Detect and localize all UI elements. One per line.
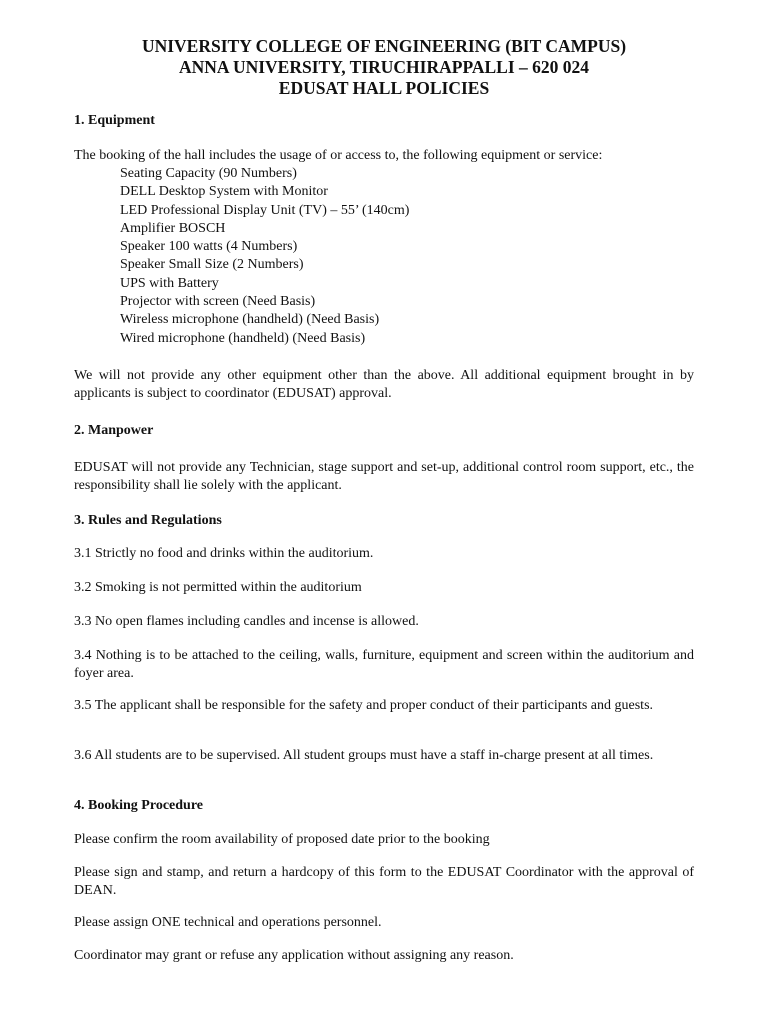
list-item: Speaker Small Size (2 Numbers) (120, 257, 304, 273)
rule-3-5: 3.5 The applicant shall be responsible for the safety and proper conduct of their participants and guests. (74, 698, 654, 713)
list-item: DELL Desktop System with Monitor (120, 184, 328, 200)
rule-3-3: 3.3 No open flames including candles and incense is allowed. (74, 614, 419, 629)
header-university: ANNA UNIVERSITY, TIRUCHIRAPPALLI – 620 024 (178, 57, 590, 77)
rule-3-4: 3.4 Nothing is to be attached to the ceiling, walls, furniture, equipment and screen within the auditorium and foyer area. (74, 648, 694, 681)
booking-step-4: Coordinator may grant or refuse any application without assigning any reason. (74, 948, 514, 963)
list-item: Amplifier BOSCH (120, 220, 226, 236)
list-item: Wireless microphone (handheld) (Need Basis) (120, 312, 380, 328)
booking-step-1: Please confirm the room availability of proposed date prior to the booking (74, 832, 490, 847)
list-item: Projector with screen (Need Basis) (120, 294, 316, 310)
section-heading-booking: 4. Booking Procedure (74, 798, 203, 813)
manpower-text: EDUSAT will not provide any Technician, stage support and set-up, additional control room support, etc., the responsibility shall lie solely with the applicant. (74, 460, 694, 493)
booking-step-2: Please sign and stamp, and return a hardcopy of this form to the EDUSAT Coordinator with the approval of DEAN. (74, 865, 694, 898)
rule-3-2: 3.2 Smoking is not permitted within the auditorium (74, 580, 362, 595)
list-item: Wired microphone (handheld) (Need Basis) (120, 330, 366, 346)
equipment-intro: The booking of the hall includes the usage of or access to, the following equipment or service: (74, 148, 603, 163)
header-title: EDUSAT HALL POLICIES (278, 78, 490, 98)
header-institution: UNIVERSITY COLLEGE OF ENGINEERING (BIT CAMPUS) (141, 36, 627, 56)
booking-step-3: Please assign ONE technical and operations personnel. (74, 915, 382, 930)
equipment-note: We will not provide any other equipment other than the above. All additional equipment brought in by applicants is subject to coordinator (EDUSAT) approval. (74, 368, 694, 401)
section-heading-rules: 3. Rules and Regulations (74, 513, 222, 528)
list-item: Speaker 100 watts (4 Numbers) (120, 239, 298, 255)
list-item: UPS with Battery (120, 275, 219, 291)
rule-3-1: 3.1 Strictly no food and drinks within the auditorium. (74, 546, 374, 561)
section-heading-equipment: 1. Equipment (74, 113, 155, 128)
rule-3-6: 3.6 All students are to be supervised. All student groups must have a staff in-charge present at all times. (74, 748, 654, 763)
list-item: LED Professional Display Unit (TV) – 55’ (140cm) (120, 202, 410, 218)
section-heading-manpower: 2. Manpower (74, 423, 154, 438)
list-item: Seating Capacity (90 Numbers) (120, 166, 297, 181)
equipment-list (120, 165, 409, 348)
document-header (0, 36, 768, 99)
